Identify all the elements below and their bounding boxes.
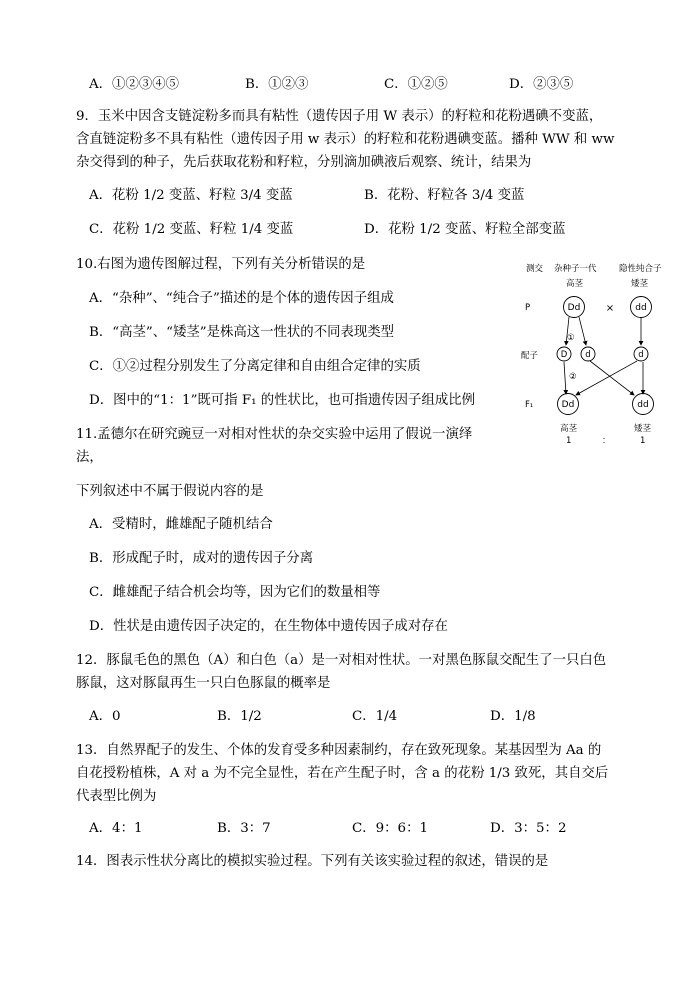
q11-stem-line-2: 法， — [76, 450, 103, 465]
q12-stem-line-2: 豚鼠，这对豚鼠再生一只白色豚鼠的概率是 — [76, 676, 331, 691]
q10-stem: 10.右图为遗传图解过程，下列有关分析错误的是 — [76, 257, 366, 272]
q10-option-c: C．①②过程分别发生了分离定律和自由组合定律的实质 — [89, 359, 421, 374]
q13-option-c: C．9：6：1 — [352, 821, 428, 836]
q10-option-b: B．“高茎”、“矮茎”是株高这一性状的不同表现类型 — [89, 325, 395, 340]
diagram-row-gamete: 配子 — [521, 351, 539, 361]
q11-stem-line-1: 11.孟德尔在研究豌豆一对相对性状的杂交实验中运用了假说一演绎 — [76, 427, 473, 442]
offspring-recessive-genotype: dd — [637, 400, 649, 410]
step-one-label: ① — [567, 333, 575, 343]
q9-stem-line-2: 含直链淀粉多不具有粘性（遗传因子用 w 表示）的籽粒和花粉遇碘变蓝。播种 WW 和 ww — [76, 132, 615, 147]
q11-option-c: C．雌雄配子结合机会均等，因为它们的数量相等 — [89, 585, 381, 600]
q10-option-a: A．“杂种”、“纯合子”描述的是个体的遗传因子组成 — [89, 291, 394, 306]
q9-option-c: C．花粉 1/2 变蓝、籽粒 1/4 变蓝 — [89, 222, 294, 237]
q12-stem-line-1: 12．豚鼠毛色的黑色（A）和白色（a）是一对相对性状。一对黑色豚鼠交配生了一只白色 — [76, 653, 607, 668]
q13-stem-line-3: 代表型比例为 — [76, 789, 157, 804]
q11-option-d: D．性状是由遗传因子决定的，在生物体中遗传因子成对存在 — [89, 619, 448, 634]
q11-option-b: B．形成配子时，成对的遗传因子分离 — [89, 551, 314, 566]
q8-option-a: A．①②③④⑤ — [89, 77, 180, 92]
diagram-header-recessive: 隐性纯合子 — [619, 264, 662, 274]
gamete-3: d — [638, 350, 644, 360]
diagram-row-p: P — [525, 303, 531, 313]
q9-option-a: A．花粉 1/2 变蓝、籽粒 3/4 变蓝 — [89, 188, 293, 203]
gamete-2: d — [585, 350, 591, 360]
q13-stem-line-2: 自花授粉植株，A 对 a 为不完全显性，若在产生配子时，含 a 的花粉 1/3 致死，其自交后 — [76, 766, 609, 781]
diagram-label-dwarf: 矮茎 — [631, 279, 649, 289]
offspring-tall-label: 高茎 — [560, 424, 578, 434]
genetic-cross-diagram — [506, 258, 696, 452]
diagram-header-hybrid: 杂种子一代 — [554, 264, 597, 274]
q8-option-b: B．①②③ — [245, 77, 309, 92]
q14-stem: 14．图表示性状分离比的模拟实验过程。下列有关该实验过程的叙述，错误的是 — [76, 854, 549, 869]
q9-stem-line-1: 9．玉米中因含支链淀粉多而具有粘性（遗传因子用 W 表示）的籽粒和花粉遇碘不变蓝， — [76, 109, 603, 124]
diagram-header-cross: 测交 — [526, 264, 544, 274]
q11-stem-line-3: 下列叙述中不属于假说内容的是 — [76, 484, 264, 499]
diagram-row-f1: F₁ — [525, 400, 534, 410]
offspring-dwarf-label: 矮茎 — [634, 424, 652, 434]
q9-option-b: B．花粉、籽粒各 3/4 变蓝 — [364, 188, 525, 203]
ratio-right: 1 — [640, 436, 646, 446]
gamete-1: D — [560, 350, 568, 360]
q13-option-b: B．3：7 — [217, 821, 271, 836]
diagram-label-tall: 高茎 — [566, 279, 584, 289]
q12-option-b: B．1/2 — [217, 709, 262, 724]
q8-option-d: D．②③⑤ — [509, 77, 574, 92]
q13-option-d: D．3：5：2 — [490, 821, 567, 836]
q13-stem-line-1: 13．自然界配子的发生、个体的发育受多种因素制约，存在致死现象。某基因型为 Aa 的 — [76, 743, 602, 758]
parent-recessive-genotype: dd — [635, 303, 647, 313]
q13-option-a: A．4：1 — [89, 821, 143, 836]
ratio-left: 1 — [566, 436, 572, 446]
q12-option-c: C．1/4 — [352, 709, 398, 724]
q8-option-c: C．①②⑤ — [384, 77, 448, 92]
q12-option-a: A．0 — [89, 709, 121, 724]
q11-option-a: A．受精时，雌雄配子随机结合 — [89, 517, 273, 532]
step-two-label: ② — [569, 372, 577, 382]
q9-stem-line-3: 杂交得到的种子，先后获取花粉和籽粒，分别滴加碘液后观察、统计，结果为 — [76, 155, 532, 170]
q12-option-d: D．1/8 — [490, 709, 536, 724]
q9-option-d: D．花粉 1/2 变蓝、籽粒全部变蓝 — [364, 222, 566, 237]
cross-sign: × — [605, 303, 615, 314]
parent-hybrid-genotype: Dd — [567, 303, 581, 313]
q10-option-d: D．图中的“1：1”既可指 F₁ 的性状比，也可指遗传因子组成比例 — [89, 393, 476, 408]
offspring-hybrid-genotype: Dd — [561, 400, 575, 410]
ratio-colon: ： — [602, 436, 611, 446]
